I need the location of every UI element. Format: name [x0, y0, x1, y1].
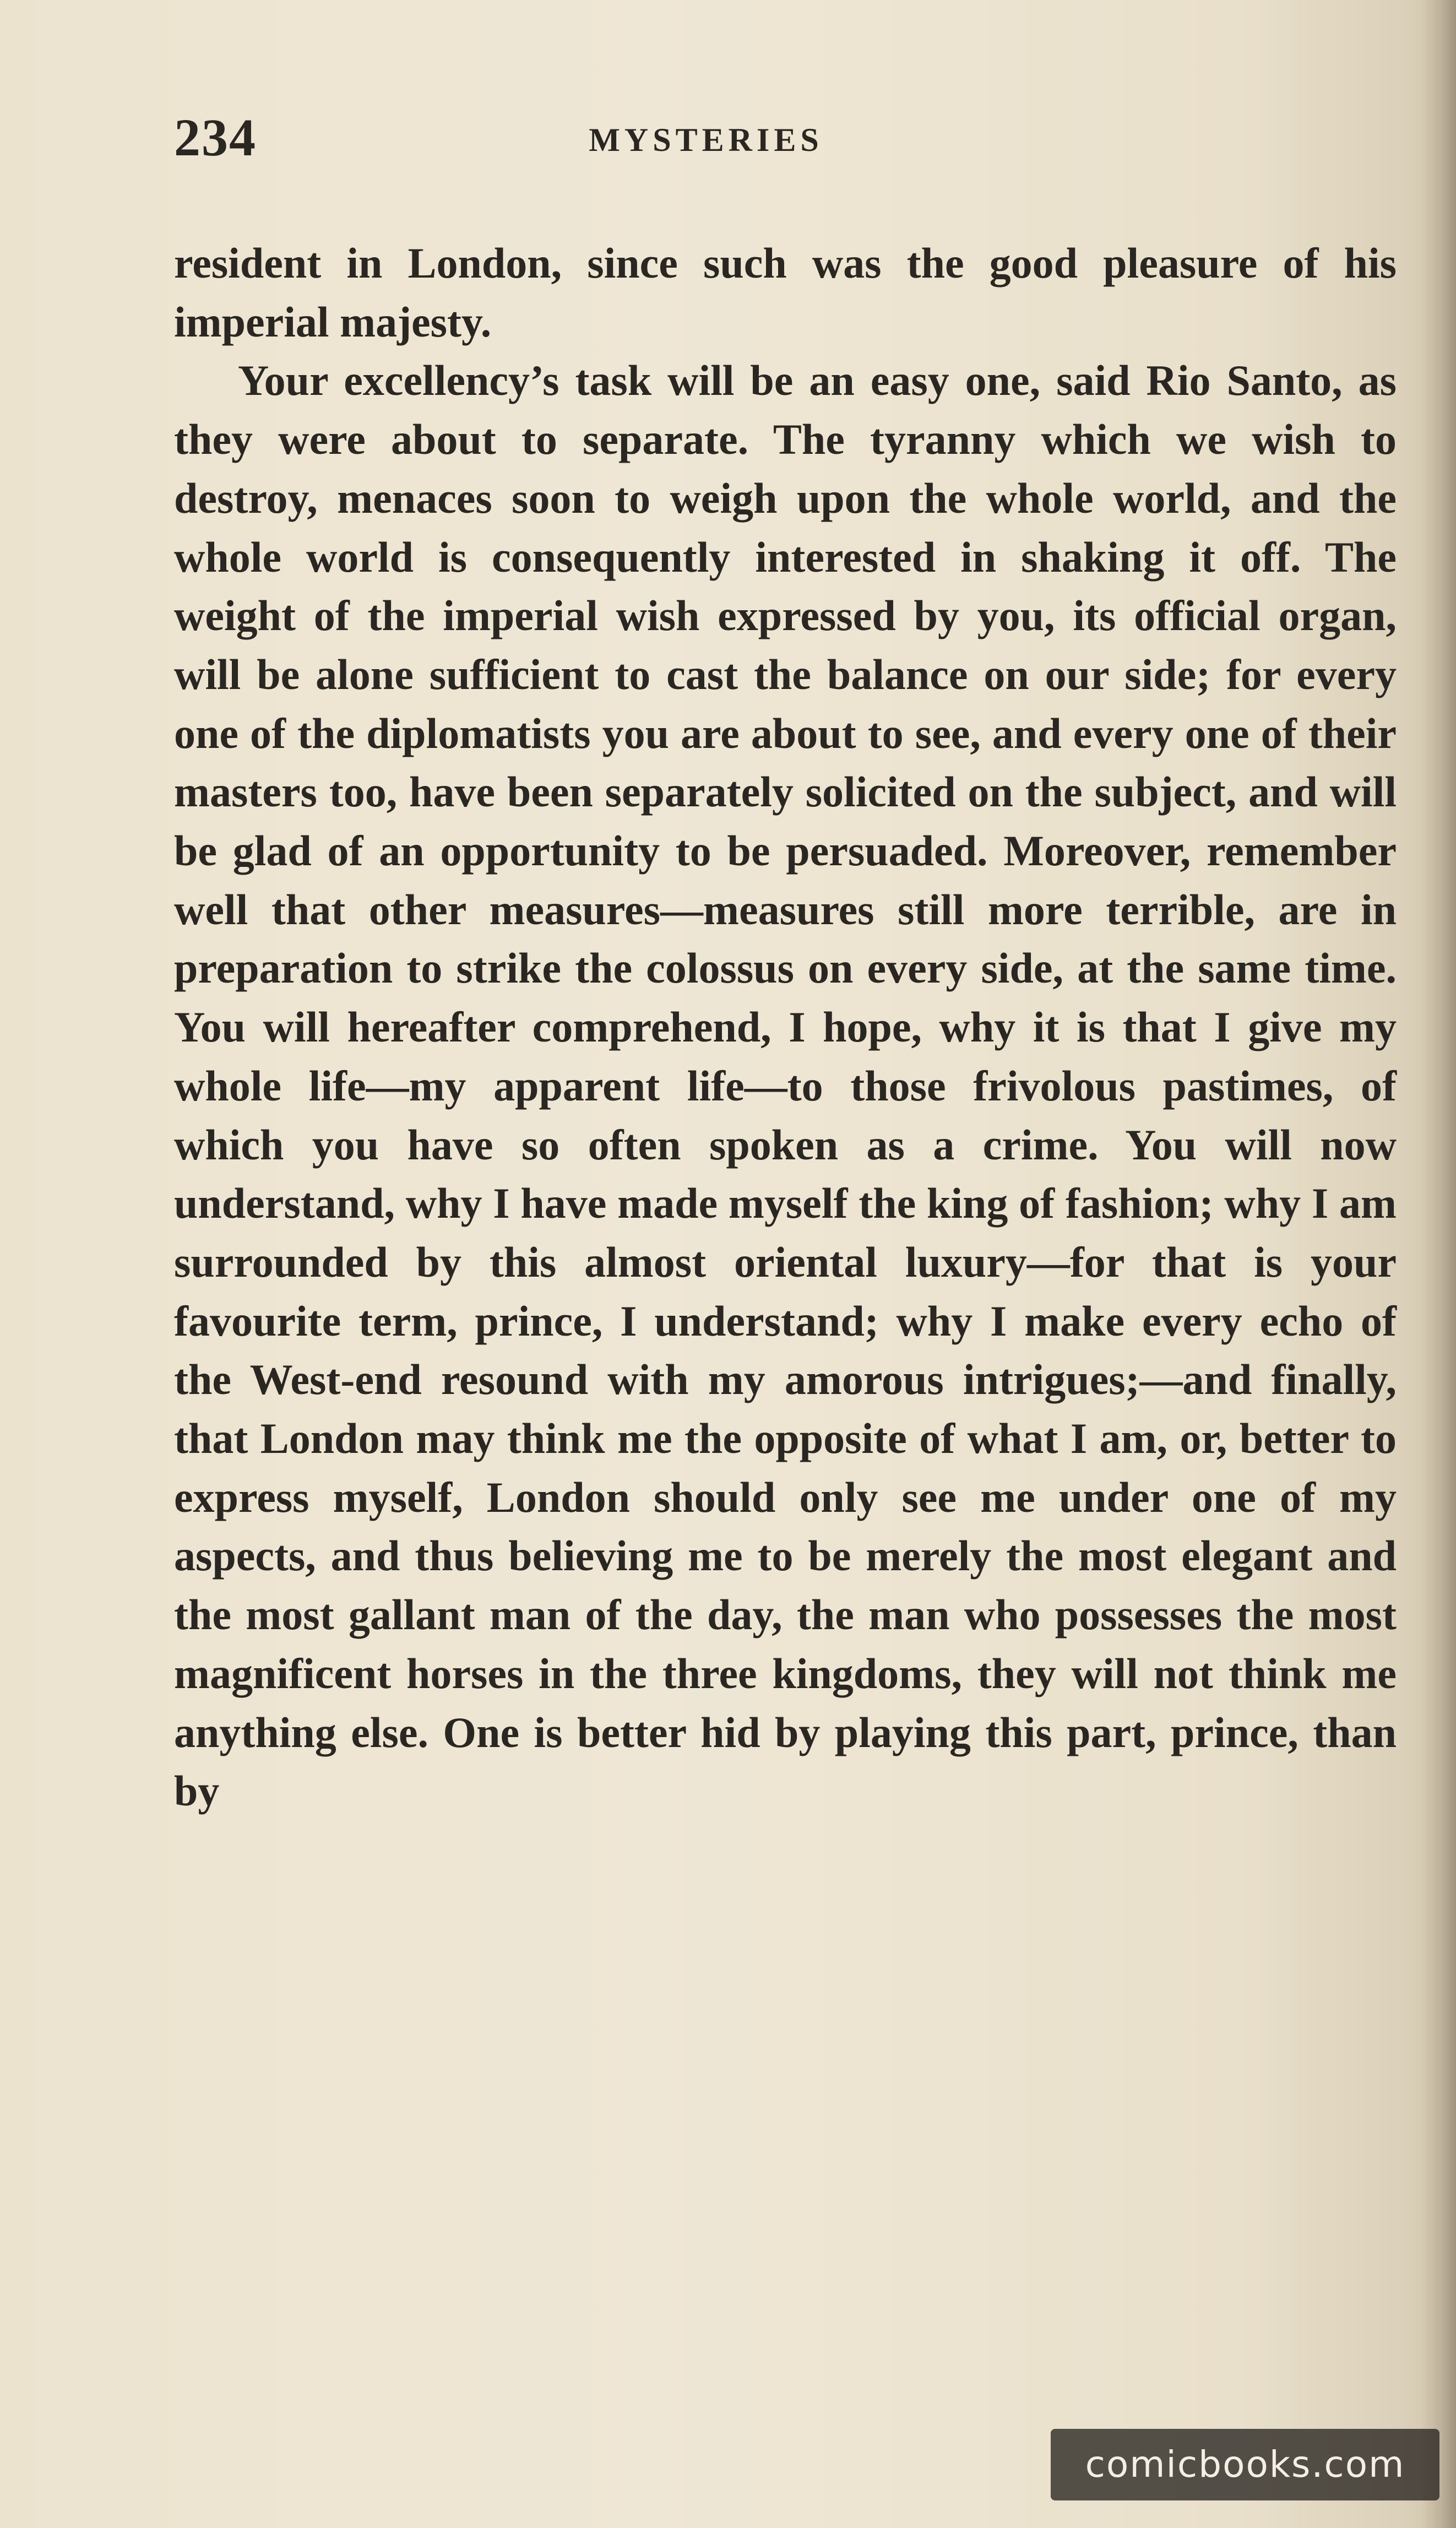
page-number: 234 — [174, 108, 257, 167]
paragraph: Your excellency’s task will be an easy one, said Rio Santo, as they were about to separate. The tyranny which we wish to destroy, menaces soon to weigh upon the whole world, and the whole world is consequently interested in shaking it off. The weight of the imperial wish expressed by you, its official organ, will be alone sufficient to cast the balance on our side; for every one of the diplomatists you are about to see, and every one of their masters too, have been separately solicited on the subject, and will be glad of an opportunity to be persuaded. Moreover, remember well that other measures—measures still more terrible, are in preparation to strike the colossus on every side, at the same time. You will hereafter comprehend, I hope, why it is that I give my whole life—my apparent life—to those frivolous pastimes, of which you have so often spoken as a crime. You will now understand, why I have made myself the king of fashion; why I am surrounded by this almost oriental luxury—for that is your favourite term, prince, I understand; why I make every echo of the West-end resound with my amorous intrigues;—and finally, that London may think me the opposite of what I am, or, better to express myself, London should only see me under one of my aspects, and thus believing me to be merely the most elegant and the most gallant man of the day, the man who possesses the most magnificent horses in the three kingdoms, they will not think me anything else. One is better hid by playing this part, prince, than by — [174, 356, 1397, 1815]
page-header — [174, 102, 1402, 173]
body-text — [174, 234, 1397, 1821]
paragraph: resident in London, since such was the good pleasure of his imperial majesty. — [174, 239, 1397, 346]
watermark: comicbooks.com — [1051, 2429, 1439, 2500]
running-head: MYSTERIES — [589, 122, 823, 158]
page-edge-shadow — [1421, 0, 1456, 2528]
